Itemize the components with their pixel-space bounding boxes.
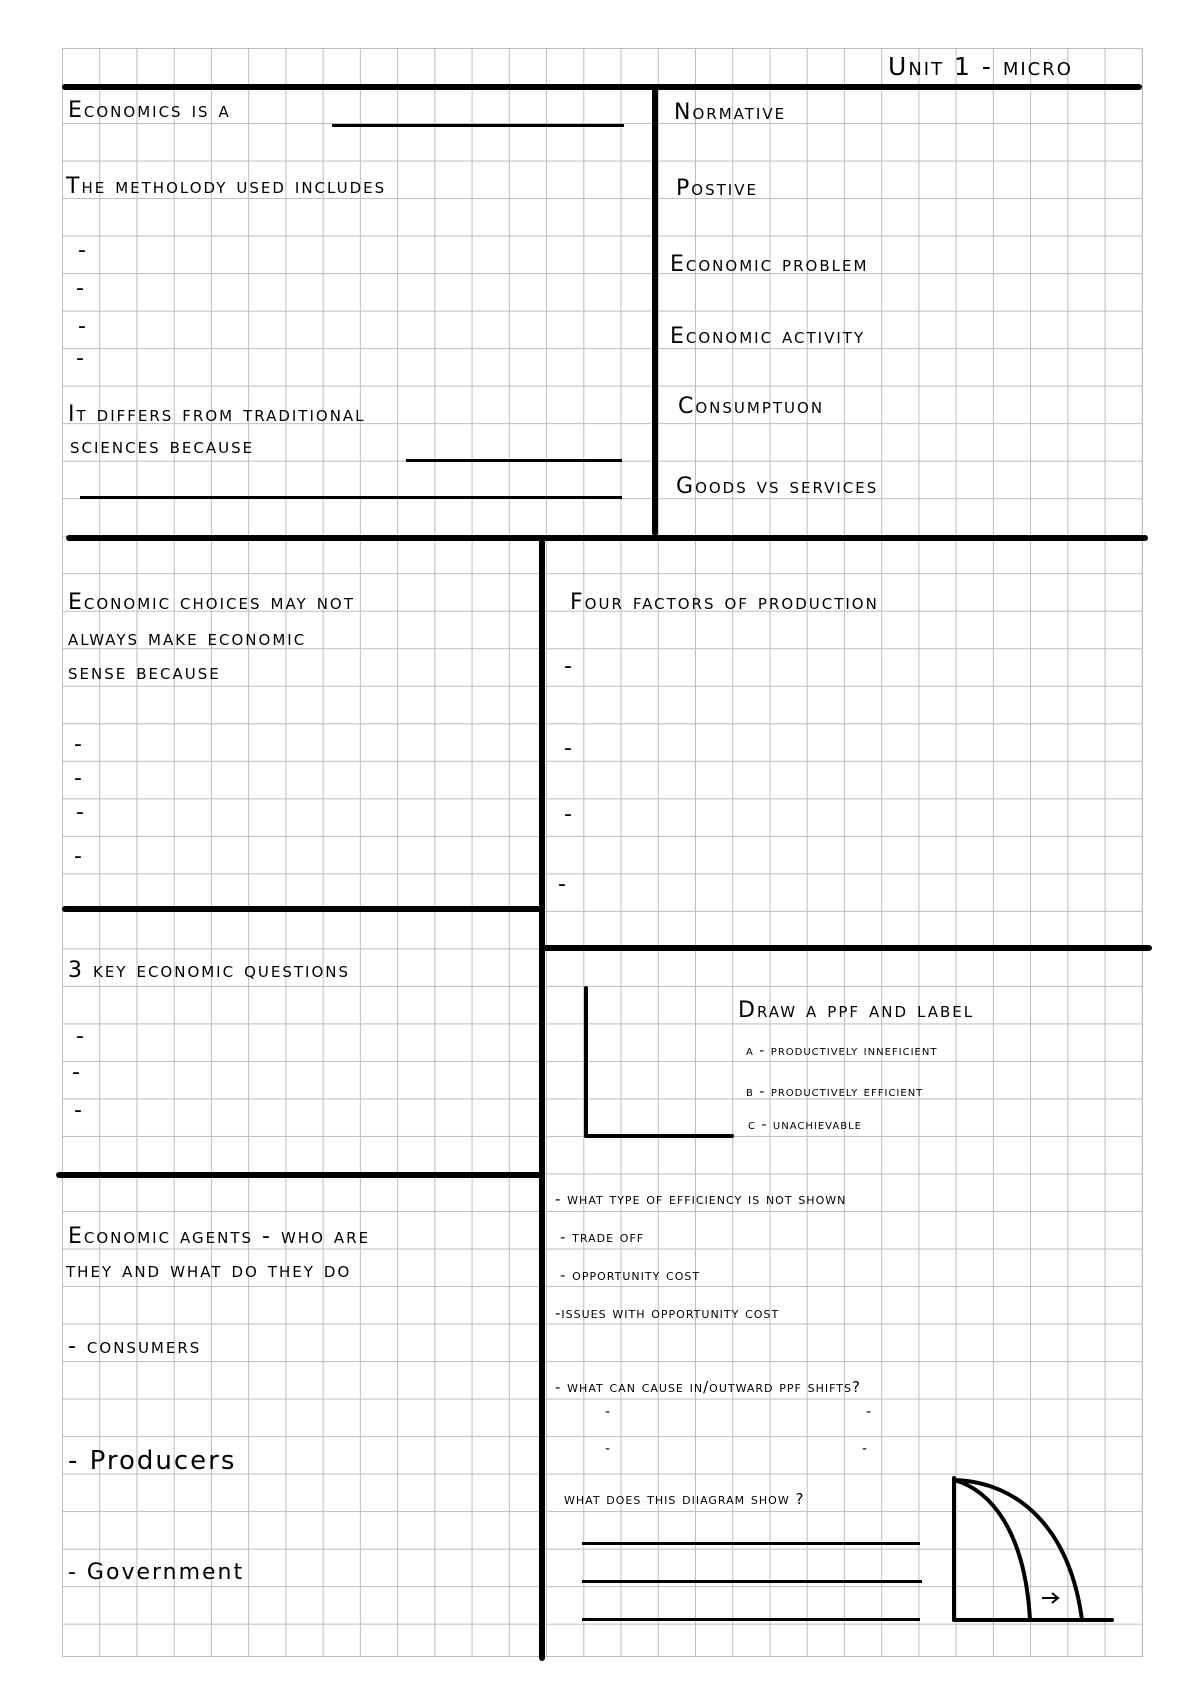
agent-consumers: - consumers bbox=[68, 1334, 202, 1359]
divider-left-row-4 bbox=[56, 1172, 542, 1178]
bullet-dash: - bbox=[564, 654, 572, 679]
factors-title: Four factors of production bbox=[570, 590, 879, 615]
methodology-label: The metholody used includes bbox=[66, 174, 387, 199]
divider-top bbox=[62, 84, 1142, 90]
bullet-dash: - bbox=[74, 732, 82, 757]
bullet-dash: - bbox=[78, 238, 86, 263]
bullet-dash: - bbox=[74, 766, 82, 791]
answer-line bbox=[332, 124, 624, 127]
ppf-axis-horizontal bbox=[584, 1134, 734, 1138]
ppf-title: Draw a ppf and label bbox=[738, 998, 975, 1023]
divider-vertical-main bbox=[539, 537, 545, 1661]
term-consumption: Consumptuon bbox=[678, 394, 825, 419]
answer-line bbox=[582, 1580, 922, 1583]
bullet-dash: - bbox=[866, 1404, 872, 1420]
question-trade-off: - trade off bbox=[560, 1228, 645, 1246]
ppf-label-a: a - productively inneficient bbox=[746, 1043, 938, 1059]
bullet-dash: - bbox=[76, 1024, 84, 1049]
bullet-dash: - bbox=[74, 844, 82, 869]
term-economic-activity: Economic activity bbox=[670, 324, 866, 349]
ppf-label-c: c - unachievable bbox=[748, 1117, 862, 1133]
bullet-dash: - bbox=[78, 314, 86, 339]
term-economic-problem: Economic problem bbox=[670, 252, 869, 277]
agents-line1: Economic agents - who are bbox=[68, 1224, 371, 1249]
choices-line1: Economic choices may not bbox=[68, 590, 355, 615]
unit-title: Unit 1 - micro bbox=[888, 52, 1073, 81]
bullet-dash: - bbox=[605, 1404, 611, 1420]
graph-paper-grid bbox=[62, 48, 1143, 1657]
bullet-dash: - bbox=[558, 872, 566, 897]
ppf-label-b: b - productively efficient bbox=[746, 1084, 924, 1100]
choices-line3: sense because bbox=[68, 660, 221, 685]
ppf-shift-diagram bbox=[940, 1470, 1120, 1640]
term-positive: Postive bbox=[676, 176, 758, 201]
divider-vertical-top bbox=[652, 84, 658, 536]
question-diagram: what does this diiagram show ? bbox=[564, 1490, 805, 1508]
bullet-dash: - bbox=[605, 1441, 611, 1457]
question-efficiency-not-shown: - what type of efficiency is not shown bbox=[555, 1190, 847, 1208]
bullet-dash: - bbox=[76, 800, 84, 825]
bullet-dash: - bbox=[862, 1441, 868, 1457]
ppf-axis-vertical bbox=[584, 986, 588, 1138]
choices-line2: always make economic bbox=[68, 626, 307, 651]
bullet-dash: - bbox=[72, 1060, 80, 1085]
questions-title: 3 key economic questions bbox=[68, 958, 350, 983]
divider-row-2 bbox=[66, 535, 1148, 541]
divider-left-row-3 bbox=[62, 906, 542, 912]
answer-line bbox=[80, 496, 622, 499]
bullet-dash: - bbox=[564, 802, 572, 827]
question-issues-opportunity-cost: -issues with opportunity cost bbox=[555, 1304, 780, 1322]
agent-government: - Government bbox=[68, 1560, 245, 1585]
bullet-dash: - bbox=[74, 1098, 82, 1123]
term-goods-vs-services: Goods vs services bbox=[676, 474, 879, 499]
economics-is-a-label: Economics is a bbox=[68, 98, 231, 123]
bullet-dash: - bbox=[76, 346, 84, 371]
answer-line bbox=[406, 459, 622, 462]
question-opportunity-cost: - opportunity cost bbox=[560, 1266, 701, 1284]
answer-line bbox=[582, 1542, 920, 1545]
differs-label-line2: sciences because bbox=[70, 434, 255, 459]
differs-label-line1: It differs from traditional bbox=[68, 402, 366, 427]
bullet-dash: - bbox=[564, 736, 572, 761]
ppf-sketch-shift-arrow bbox=[1042, 1593, 1058, 1603]
bullet-dash: - bbox=[76, 276, 84, 301]
answer-line bbox=[582, 1618, 920, 1621]
agent-producers: - Producers bbox=[68, 1446, 237, 1476]
agents-line2: they and what do they do bbox=[66, 1258, 352, 1283]
question-ppf-shifts: - what can cause in/outward ppf shifts? bbox=[555, 1378, 861, 1396]
divider-right-row-3 bbox=[542, 945, 1152, 951]
term-normative: Normative bbox=[674, 100, 787, 125]
